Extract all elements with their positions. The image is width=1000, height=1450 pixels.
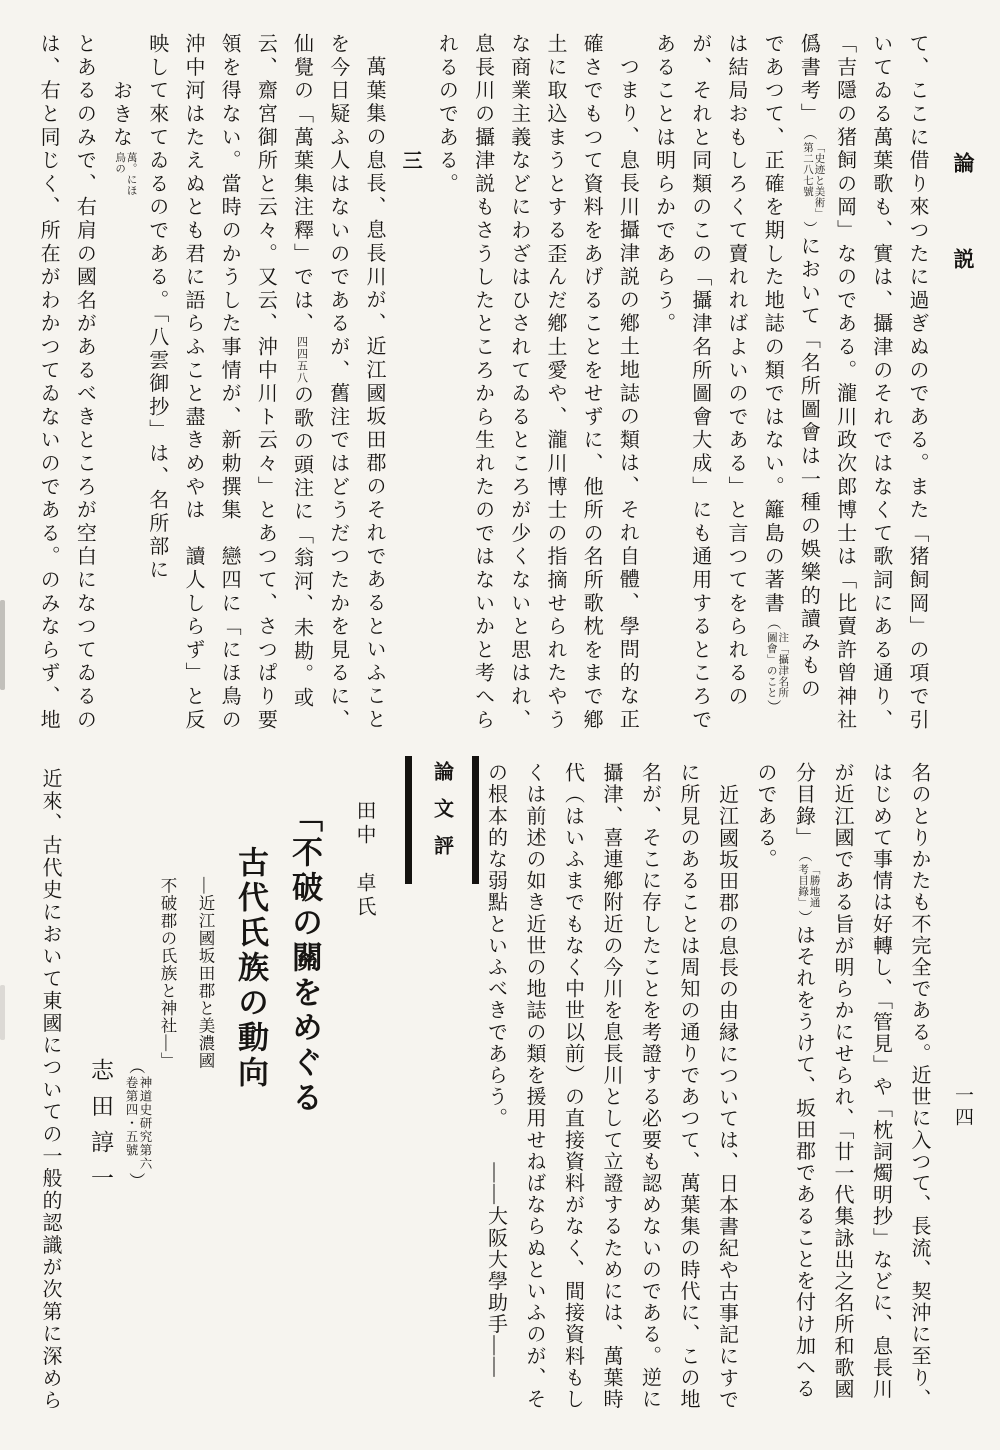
warichu-line: 萬。にほ [125,151,137,196]
close-paren: ︶ [126,1172,144,1189]
warichu-note [114,152,137,196]
text-column: 僞書考」︵ 「史迹と美術」 第二八七號 ︶において「名所圖會は一種の娛樂的讀みもの [797,33,825,702]
review-header-label: 論文評 [430,761,453,872]
text-column: とあるのみで、右肩の國名があるべきところが空白になつてゐるの [73,33,96,732]
text-column: 攝津、喜連鄕附近の今川を息長川として立證するためには、萬葉時 [600,762,622,1410]
text-column: の根本的な弱點といふべきであらう。 ――大阪大學助手―― [484,762,507,1379]
double-rule-inner-left [410,756,412,884]
text-column: はじめて事情は好轉し、「管見」や「枕詞燭明抄」などに、息長川 [869,762,892,1400]
warichu-line: 「史迹と美術」 [813,142,825,220]
reviewed-author-name: 田中 卓氏 [353,800,375,920]
warichu-line: 第二八七號 [801,142,813,198]
inline-small-note: 四四五八 [295,335,308,384]
text-column: であつて、正確を期した地誌の類ではない。籬島の著書︵ 注「攝津名所 圖會」のこと ︶ [761,33,789,714]
text-column: に所見のあることは周知の通りであつて、萬葉集の時代に、この地 [677,762,699,1410]
top-text-block [27,33,935,749]
text-column: いてゐる萬葉歌も、實は、攝津のそれではなくて歌詞にある通り、 [869,33,892,732]
text-column: を今日疑ふ人はないのであるが、舊注ではどうだつたかを見るに、 [326,33,349,732]
warichu-line: 注「攝津名所 [777,631,789,698]
text-column: 映して來てゐるのである。「八雲御抄」は、名所部に [145,33,168,583]
text-column: が、それと同類のこの「攝津名所圖會大成」にも通用するところで [688,33,711,732]
text-column: くは前述の如き近世の地誌の類を援用せねばならぬといふのが、そ [523,762,545,1410]
bottom-text-block [472,762,938,1424]
open-paren: ︵ [126,1058,144,1074]
text-column: 名が、そこに存したことを考證する必要も認めないのである。逆に [638,762,661,1410]
reviewed-subtitle-line-2: 不破郡の氏族と神社―」 [158,877,177,1070]
section-number-heading: 三 [399,149,422,173]
reviewed-title-line-1: 「不破の關をめぐる [287,801,322,1116]
scan-edge-artifact [0,985,5,1040]
close-paren: ︶ [796,910,812,925]
warichu-line: 「勝地通 [808,864,820,909]
reviewed-title-line-2: 古代氏族の動向 [233,846,268,1091]
warichu-note [797,864,820,908]
text-column: のである。 [754,762,776,870]
journal-warichu [124,1076,152,1171]
open-paren: ︵ [801,126,817,141]
text-column: 土に取込まうとする歪んだ鄕土愛や、瀧川博士の指摘せられたやう [543,33,566,732]
warichu-line: 考目錄」 [797,864,809,909]
text-column: 代（はいふまでもなく中世以前）の直接資料がなく、間接資料もし [561,762,584,1410]
text-column: 確さでもつて資料をあげることをせずに、他所の名所歌枕をまで鄕 [580,33,603,732]
text-column: れるのである。 [435,33,458,197]
text-column: 近江國坂田郡の息長の由縁については、日本書紀や古事記にすで [715,783,738,1410]
open-paren: ︵ [796,848,812,863]
text-column: あることは明らかであらう。 [652,33,675,336]
text-column: 仙覺の「萬葉集注釋」では、四四五八の歌の頭注に「翁河、未勘。或 [290,33,313,711]
journal-citation-note [124,1058,152,1189]
close-paren: ︶ [801,221,817,236]
text-column: は、右と同じく、所在がわかつてゐないのである。のみならず、地 [37,33,60,732]
text-column: 名のとりかたも不完全である。近世に入つて、長流、契沖に至り、 [908,762,930,1410]
open-paren: ︵ [765,615,781,630]
text-column: な商業主義などにわざはひされてゐるところが少くないと思はれ、 [507,33,530,732]
warichu-line: 卷第四・五號 [124,1076,138,1157]
reviewed-subtitle-line-1: ―近江國坂田郡と美濃國 [196,877,215,1070]
reviewer-name: 志田諄一 [88,1058,113,1202]
text-column: 息長川の攝津説もさうしたところから生れたのではないかと考へら [471,33,494,732]
double-rule-outer-right [474,756,479,884]
text-column: おきな 萬。にほ 鳥の [109,79,137,196]
text-column: が近江國である旨が明らかにせられ、「廿一代集詠出之名所和歌國 [831,762,853,1400]
page-number: 一四 [952,1085,973,1129]
warichu-line: 圖會」のこと [765,631,777,698]
text-column: 沖中河はたえぬとも君に語らふこと盡きめやは 讀人しらず」と反 [181,33,204,732]
warichu-line: 鳥の [114,151,126,174]
text-column: 「吉隱の猪飼の岡」なのである。瀧川政次郎博士は「比賣許曾神社 [833,33,856,732]
text-column: 萬葉集の息長、息長川が、近江國坂田郡のそれであるといふこと [362,56,385,732]
warichu-note [801,142,824,219]
text-column: 領を得ない。當時のかうした事情が、新勅撰集 戀四に「にほ鳥の [218,33,241,732]
text-column: 近來、古代史において東國についての一般的認識が次第に深めら [39,768,61,1412]
section-header-ronsetsu: 論 説 [951,152,975,280]
text-column: 分目錄」︵ 「勝地通 考目錄」 ︶はそれをうけて、坂田郡であることを付け加へる [792,762,820,1400]
review-opening-text [28,768,68,1430]
warichu-note [765,632,788,698]
text-column: 云、齋宮御所と云々。又云、沖中川ト云々」とあつて、さつぱり要 [254,33,277,732]
warichu-line: 神道史研究第六 [138,1076,152,1171]
text-column: は結局おもしろくて賣れればよいのである」と言つてをられるの [724,33,747,709]
scan-edge-artifact [0,600,5,690]
text-column: つまり、息長川攝津説の鄕土地誌の類は、それ自體、學問的な正 [616,56,639,732]
review-section-header [405,756,479,884]
close-paren: ︶ [765,699,781,714]
text-column: て、ここに借り來つたに過ぎぬのである。また「猪飼岡」の項で引 [906,33,928,732]
